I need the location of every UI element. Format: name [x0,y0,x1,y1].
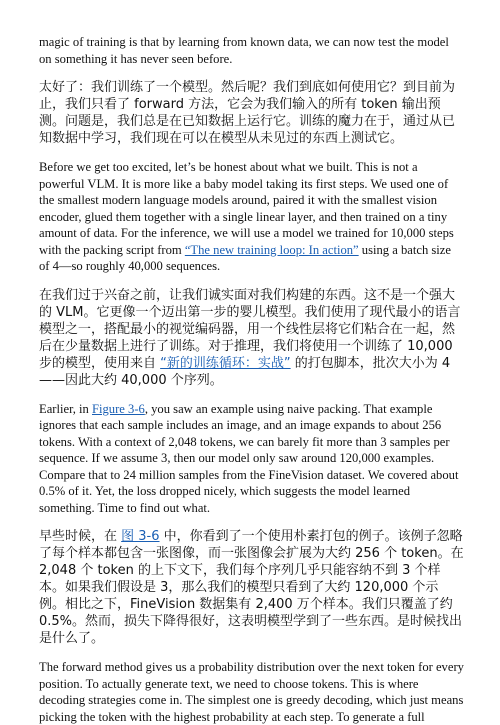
training-loop-link-zh[interactable]: “新的训练循环：实战” [160,355,291,371]
paragraph-en-3-text-a: Earlier, in [39,401,92,416]
paragraph-en-3 [39,401,464,517]
paragraph-zh-3-text-b: 中，你看到了一个使用朴素打包的例子。该例子忽略了每个样本都包含一张图像，而一张图像会扩展为大约 256 个 token。在 2,048 个 token 的上下文下，我们每个序列几乎只能容纳不到 3 个样本。如果我们假设是 3，那么我们的模型只看到了大约 120,000 个示例。相比之下，FineVision 数据集有 2,400 万个样本。我们只覆盖了约 0.5%。然而，损失下降得很好，这表明模型学到了一些东西。是时候找出是什么了。 [39,529,464,646]
paragraph-zh-2 [39,287,464,389]
paragraph-en-4: The forward method gives us a probability distribution over the next token for every position. To actually generate text, we need to choose tokens. This is where decoding strategies come in. The simplest one is greedy decoding, which just means picking the token with the highest probability at each step. To generate a full [39,660,464,724]
paragraph-zh-1: 太好了：我们训练了一个模型。然后呢？我们到底如何使用它？到目前为止，我们只看了 forward 方法，它会为我们输入的所有 token 输出预测。问题是，我们总是在已知数据上运行它。训练的魔力在于，通过从已知数据中学习，我们现在可以在模型从未见过的东西上测试它。 [39,80,456,146]
figure-3-6-link[interactable]: Figure 3-6 [92,401,145,416]
training-loop-link[interactable]: “The new training loop: In action” [184,242,359,257]
paragraph-en-2-text-a: Before we get too excited, let’s be honest about what we built. This is not a powerful VLM. It is more like a baby model taking its first steps. We used one of the smallest modern language models around, paired it with the smallest vision encoder, glued them together with a single linear layer, and then trained on a tiny amount of data. For the inference, we will use a model we trained for 10,000 steps with the packing script from [39,160,454,257]
paragraph-zh-3-text-a: 早些时候，在 [39,529,122,544]
figure-3-6-link-zh[interactable]: 图 3-6 [121,529,160,544]
paragraph-en-2-text-b: using a batch size of 4—so roughly 40,000 sequences. [39,242,451,273]
paragraph-zh-2-text-a: 在我们过于兴奋之前，让我们诚实面对我们构建的东西。这不是一个强大的 VLM。它更像一个迈出第一步的婴儿模型。我们使用了现代最小的语言模型之一，搭配最小的视觉编码器，用一个线性层将它们粘合在一起，然后在少量数据上进行了训练。对于推理，我们将使用一个训练了 10,000 步的模型，使用来自 [39,287,461,371]
paragraph-en-1: magic of training is that by learning from known data, we can now test the model on something it has never seen before. [39,35,449,66]
paragraph-zh-2-text-b: 的打包脚本，批次大小为 4——因此大约 40,000 个序列。 [39,355,451,388]
paragraph-en-3-text-b: , you saw an example using naive packing. That example ignores that each sample includes an image, and an image expands to about 256 tokens. With a context of 2,048 tokens, we can barely fit more than 3 samples per sequence. If we assume 3, then our model only saw around 120,000 examples. Compare that to 24 million samples from the FineVision dataset. We covered about 0.5% of it. Yet, the loss dropped nicely, which suggests the model learned something. Time to find out what. [39,401,459,515]
paragraph-en-2 [39,159,464,275]
paragraph-zh-3 [39,528,464,647]
